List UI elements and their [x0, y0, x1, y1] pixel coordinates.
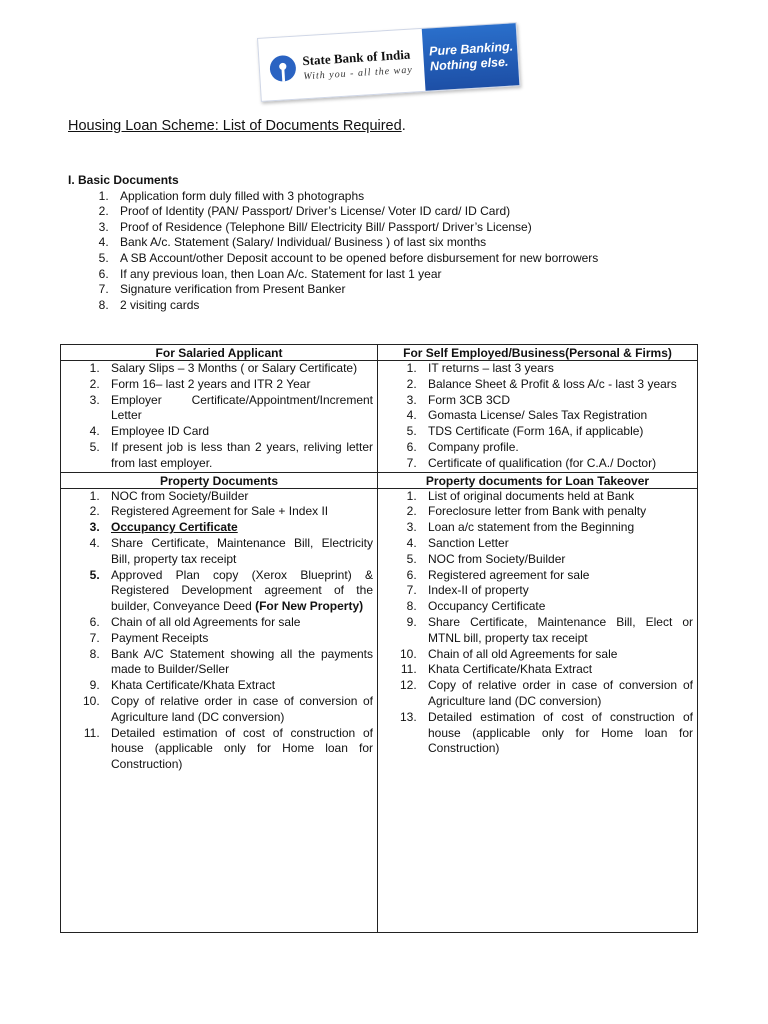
list-item: 7. Index-II of property: [420, 583, 697, 599]
list-item: 5. If present job is less than 2 years, reliving letter from last employer.: [103, 440, 377, 472]
list-item: 2. Balance Sheet & Profit & loss A/c - last 3 years: [420, 377, 697, 393]
list-item: 7. Certificate of qualification (for C.A./ Doctor): [420, 456, 697, 472]
list-item: 4. Employee ID Card: [103, 424, 377, 440]
list-item: 5. TDS Certificate (Form 16A, if applicable): [420, 424, 697, 440]
list-item: 2. Foreclosure letter from Bank with penalty: [420, 504, 697, 520]
list-item: 9. Khata Certificate/Khata Extract: [103, 678, 377, 694]
list-item: 10. Copy of relative order in case of conversion of Agriculture land (DC conversion): [103, 694, 377, 726]
bank-name: State Bank of India: [301, 46, 411, 68]
list-item: 1. NOC from Society/Builder: [103, 489, 377, 505]
approved-plan-text: Approved Plan copy (Xerox Blueprint) & Registered Development agreement of the builder, Conveyance Deed: [111, 567, 373, 614]
table-row: [61, 345, 698, 361]
list-item: 4. Sanction Letter: [420, 536, 697, 552]
takeover-list: [378, 489, 697, 758]
list-item: 1. Application form duly filled with 3 photographs: [112, 189, 598, 205]
list-item: 10. Chain of all old Agreements for sale: [420, 647, 697, 663]
list-item: 9. Share Certificate, Maintenance Bill, Elect or MTNL bill, property tax receipt: [420, 615, 697, 647]
self-employed-list: [378, 361, 697, 472]
table-row: [61, 361, 698, 473]
page-title: [68, 118, 406, 134]
list-item: 11. Khata Certificate/Khata Extract: [420, 662, 697, 678]
documents-table: [60, 344, 698, 933]
list-item: 2. Form 16– last 2 years and ITR 2 Year: [103, 377, 377, 393]
title-text: Housing Loan Scheme: List of Documents Required: [68, 118, 402, 134]
list-item: 4. Share Certificate, Maintenance Bill, Electricity Bill, property tax receipt: [103, 536, 377, 568]
list-item: 8. 2 visiting cards: [112, 298, 598, 314]
list-item: 6. Registered agreement for sale: [420, 568, 697, 584]
list-item: 3. Form 3CB 3CD: [420, 393, 697, 409]
slogan-line-2: Nothing else.: [429, 54, 509, 74]
list-item: 8. Occupancy Certificate: [420, 599, 697, 615]
property-list: [61, 489, 377, 773]
list-item: 3. Employer Certificate/Appointment/Increment Letter: [103, 393, 377, 425]
table-row: [61, 472, 698, 488]
salaried-cell: [61, 361, 378, 473]
logo-left-panel: [258, 29, 425, 101]
logo-text: [302, 46, 413, 82]
bank-tagline: With you - all the way: [303, 64, 414, 82]
sbi-logo-icon: [267, 53, 299, 85]
list-item: 11. Detailed estimation of cost of construction of house (applicable only for Home loan for Construction): [103, 726, 377, 773]
list-item: 2. Registered Agreement for Sale + Index II: [103, 504, 377, 520]
list-item: 5. A SB Account/other Deposit account to be opened before disbursement for new borrowers: [112, 251, 598, 267]
list-item: 8. Bank A/C Statement showing all the payments made to Builder/Seller: [103, 647, 377, 679]
title-period: .: [401, 118, 406, 134]
list-item: 6. Chain of all old Agreements for sale: [103, 615, 377, 631]
list-item: 12. Copy of relative order in case of conversion of Agriculture land (DC conversion): [420, 678, 697, 710]
list-item: 2. Proof of Identity (PAN/ Passport/ Driver’s License/ Voter ID card/ ID Card): [112, 204, 598, 220]
salaried-list: [61, 361, 377, 472]
takeover-cell: [378, 488, 698, 932]
table-row: [61, 488, 698, 932]
salaried-heading: For Salaried Applicant: [61, 345, 378, 361]
list-item-occupancy: 3. Occupancy Certificate: [103, 520, 377, 536]
list-item: 1. List of original documents held at Bank: [420, 489, 697, 505]
list-item: 1. IT returns – last 3 years: [420, 361, 697, 377]
list-item: 5. NOC from Society/Builder: [420, 552, 697, 568]
list-item: 7. Signature verification from Present Banker: [112, 282, 598, 298]
list-item: 3. Proof of Residence (Telephone Bill/ Electricity Bill/ Passport/ Driver’s License): [112, 220, 598, 236]
list-item: 1. Salary Slips – 3 Months ( or Salary Certificate): [103, 361, 377, 377]
list-item: 4. Bank A/c. Statement (Salary/ Individual/ Business ) of last six months: [112, 235, 598, 251]
sbi-logo-banner: [257, 22, 520, 102]
list-item: 6. Company profile.: [420, 440, 697, 456]
list-item: 6. If any previous loan, then Loan A/c. Statement for last 1 year: [112, 267, 598, 283]
property-heading: Property Documents: [61, 472, 378, 488]
list-item-approved-plan: [103, 568, 377, 615]
list-item: 13. Detailed estimation of cost of construction of house (applicable only for Home loan for Construction): [420, 710, 697, 757]
list-item: 3. Loan a/c statement from the Beginning: [420, 520, 697, 536]
list-item: 4. Gomasta License/ Sales Tax Registration: [420, 408, 697, 424]
takeover-heading: Property documents for Loan Takeover: [378, 472, 698, 488]
self-employed-cell: [378, 361, 698, 473]
basic-documents-list: [68, 189, 598, 314]
property-cell: [61, 488, 378, 932]
basic-documents-section: [68, 173, 598, 313]
basic-documents-heading: I. Basic Documents: [68, 173, 179, 187]
new-property-note: (For New Property): [255, 599, 364, 614]
slogan-line-1: Pure Banking.: [428, 39, 514, 59]
list-item: 7. Payment Receipts: [103, 631, 377, 647]
self-employed-heading: For Self Employed/Business(Personal & Firms): [378, 345, 698, 361]
logo-slogan-panel: [422, 23, 520, 91]
